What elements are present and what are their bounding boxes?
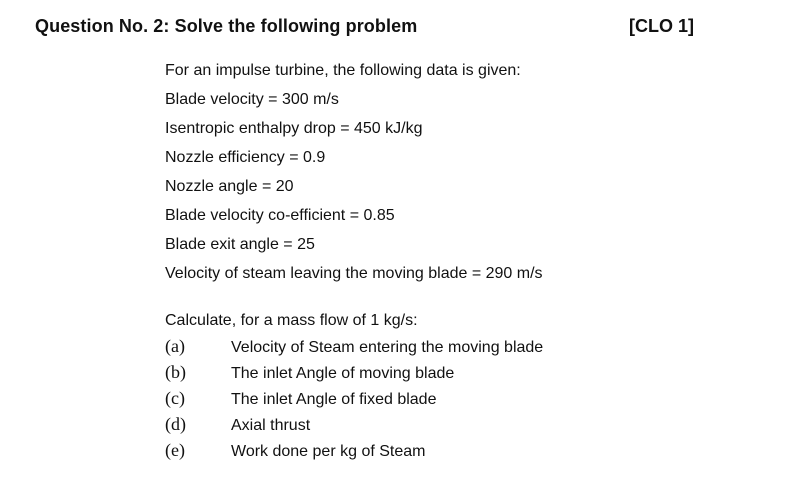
calculate-intro: Calculate, for a mass flow of 1 kg/s: <box>165 312 418 329</box>
part-text: Velocity of Steam entering the moving blade <box>231 339 544 356</box>
part-text: The inlet Angle of fixed blade <box>231 391 437 408</box>
given-nozzle-efficiency: Nozzle efficiency = 0.9 <box>165 149 326 166</box>
part-a <box>165 333 543 359</box>
part-text: Work done per kg of Steam <box>231 443 426 460</box>
part-d <box>165 411 543 437</box>
problem-statement: For an impulse turbine, the following data is given: <box>165 62 521 79</box>
clo-tag: [CLO 1] <box>629 16 694 36</box>
given-blade-exit-angle: Blade exit angle = 25 <box>165 236 315 253</box>
part-text: Axial thrust <box>231 417 311 434</box>
part-label: (d) <box>165 414 186 434</box>
calculate-parts-list <box>165 333 543 463</box>
part-c <box>165 385 543 411</box>
given-blade-velocity: Blade velocity = 300 m/s <box>165 91 339 108</box>
given-data-list <box>165 56 543 288</box>
given-nozzle-angle: Nozzle angle = 20 <box>165 178 294 195</box>
part-b <box>165 359 543 385</box>
given-blade-velocity-coefficient: Blade velocity co-efficient = 0.85 <box>165 207 395 224</box>
part-e <box>165 437 543 463</box>
question-title: Question No. 2: Solve the following problem <box>35 16 418 36</box>
given-enthalpy-drop: Isentropic enthalpy drop = 450 kJ/kg <box>165 120 423 137</box>
part-label: (a) <box>165 336 185 356</box>
given-exit-steam-velocity: Velocity of steam leaving the moving blade = 290 m/s <box>165 265 543 282</box>
part-label: (b) <box>165 362 186 382</box>
part-label: (e) <box>165 440 185 460</box>
part-text: The inlet Angle of moving blade <box>231 365 455 382</box>
part-label: (c) <box>165 388 185 408</box>
